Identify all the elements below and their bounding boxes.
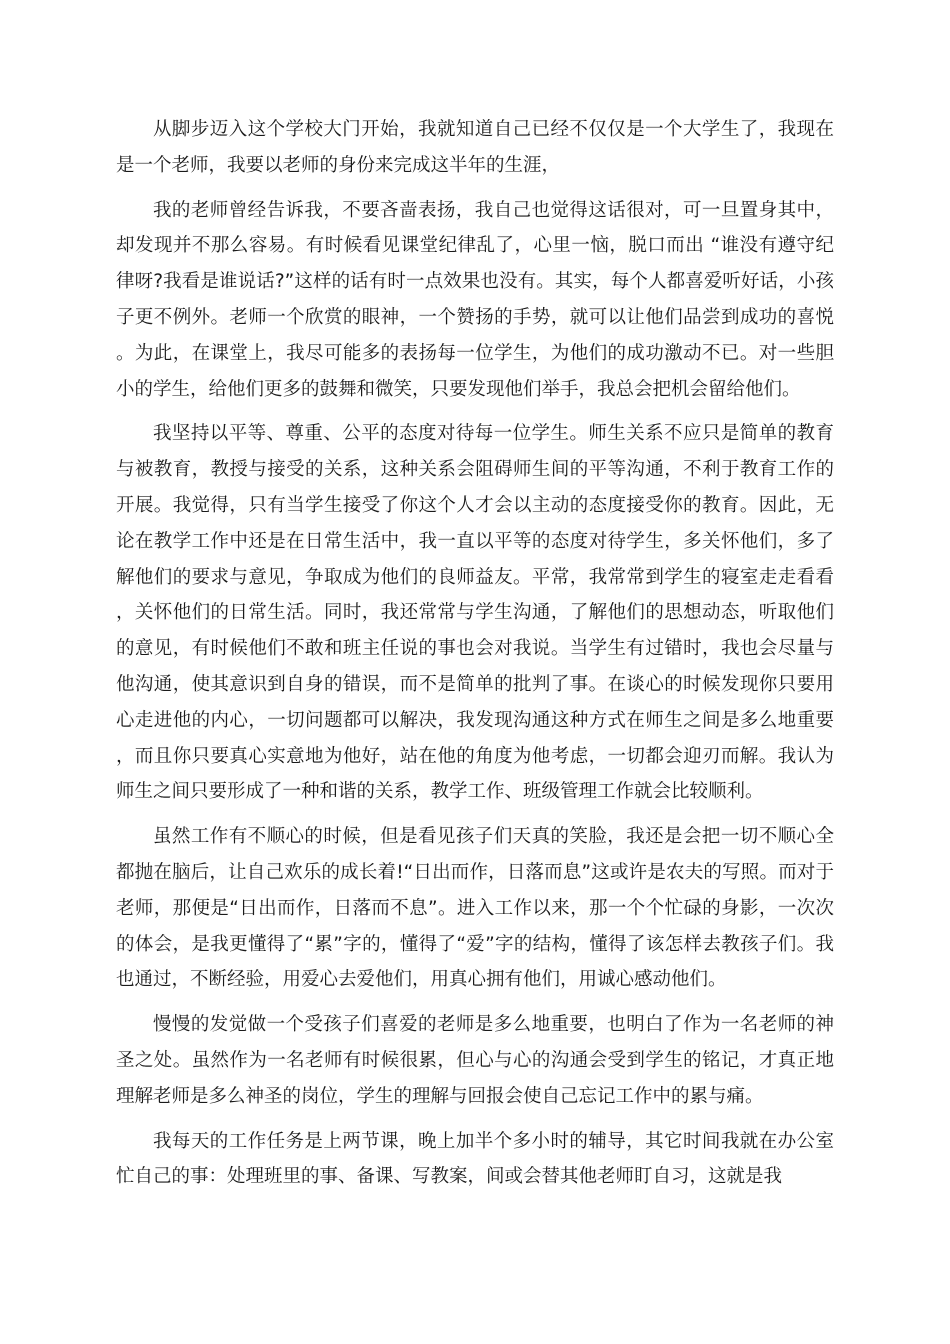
- paragraph-4: 虽然工作有不顺心的时候，但是看见孩子们天真的笑脸，我还是会把一切不顺心全都抛在脑后，让自己欢乐的成长着!“日出而作，日落而息”这或许是农夫的写照。而对于老师，那便是“日出而作，日落而不息”。进入工作以来，那一个个忙碌的身影，一次次的体会，是我更懂得了“累”字的，懂得了“爱”字的结构，懂得了该怎样去教孩子们。我也通过，不断经验，用爱心去爱他们，用真心拥有他们，用诚心感动他们。: [116, 826, 834, 991]
- paragraph-3: 我坚持以平等、尊重、公平的态度对待每一位学生。师生关系不应只是简单的教育与被教育，教授与接受的关系，这种关系会阻碍师生间的平等沟通，不利于教育工作的开展。我觉得，只有当学生接受了你这个人才会以主动的态度接受你的教育。因此，无论在教学工作中还是在日常生活中，我一直以平等的态度对待学生，多关怀他们，多了解他们的要求与意见，争取成为他们的良师益友。平常，我常常到学生的寝室走走看看，关怀他们的日常生活。同时，我还常常与学生沟通，了解他们的思想动态，听取他们的意见，有时候他们不敢和班主任说的事也会对我说。当学生有过错时，我也会尽量与他沟通，使其意识到自身的错误，而不是简单的批判了事。在谈心的时候发现你只要用心走进他的内心，一切问题都可以解决，我发现沟通这种方式在师生之间是多么地重要，而且你只要真心实意地为他好，站在他的角度为他考虑，一切都会迎刃而解。我认为师生之间只要形成了一种和谐的关系，教学工作、班级管理工作就会比较顺利。: [116, 423, 834, 803]
- paragraph-1: 从脚步迈入这个学校大门开始，我就知道自己已经不仅仅是一个大学生了，我现在是一个老师，我要以老师的身份来完成这半年的生涯，: [116, 119, 834, 176]
- paragraph-5: 慢慢的发觉做一个受孩子们喜爱的老师是多么地重要，也明白了作为一名老师的神圣之处。虽然作为一名老师有时候很累，但心与心的沟通会受到学生的铭记，才真正地理解老师是多么神圣的岗位，学生的理解与回报会使自己忘记工作中的累与痛。: [116, 1014, 834, 1107]
- paragraph-2: 我的老师曾经告诉我，不要吝啬表扬，我自己也觉得这话很对，可一旦置身其中，却发现并不那么容易。有时候看见课堂纪律乱了，心里一恼，脱口而出 “谁没有遵守纪律呀?我看是谁说话?”这样的话有时一点效果也没有。其实，每个人都喜爱听好话，小孩子更不例外。老师一个欣赏的眼神，一个赞扬的手势，就可以让他们品尝到成功的喜悦。为此，在课堂上，我尽可能多的表扬每一位学生，为他们的成功激动不已。对一些胆小的学生，给他们更多的鼓舞和微笑，只要发现他们举手，我总会把机会留给他们。: [116, 199, 834, 400]
- document-body: [116, 112, 834, 1204]
- paragraph-6: 我每天的工作任务是上两节课，晚上加半个多小时的辅导，其它时间我就在办公室忙自己的事：处理班里的事、备课、写教案，间或会替其他老师盯自习，这就是我: [116, 1130, 834, 1188]
